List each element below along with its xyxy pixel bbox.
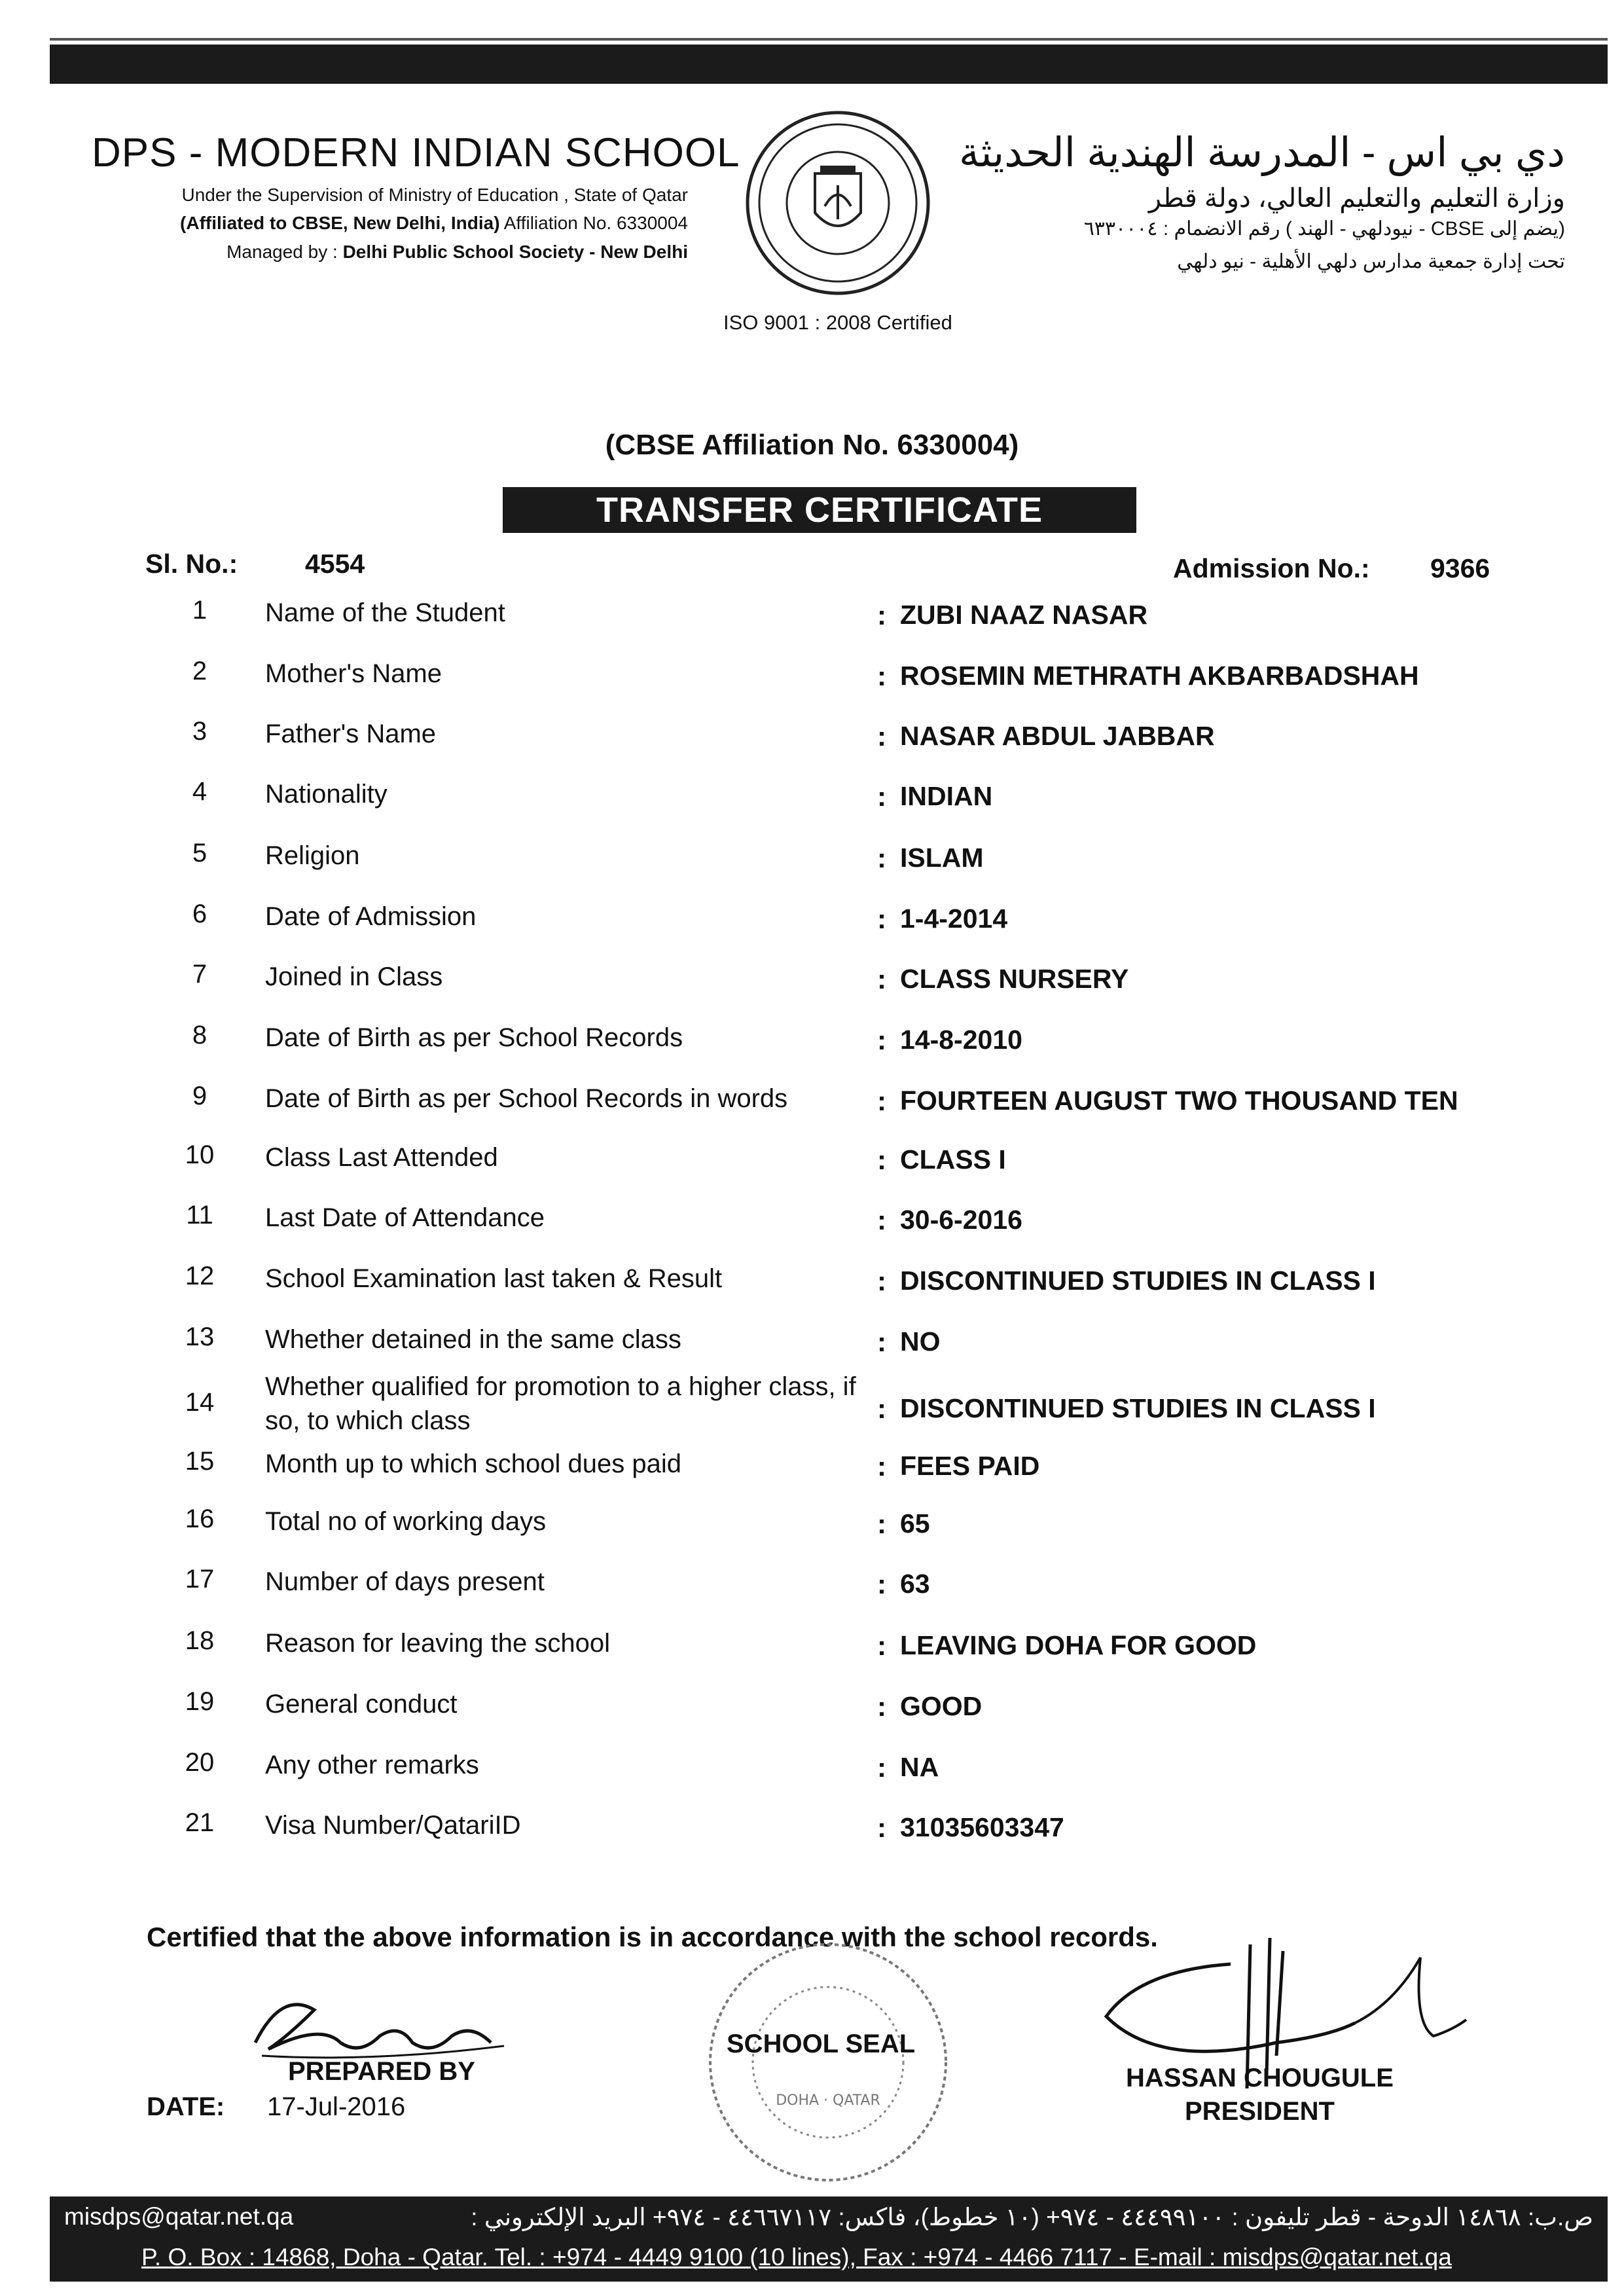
field-separator: : <box>877 1812 886 1843</box>
field-value: CLASS NURSERY <box>900 964 1129 994</box>
field-row <box>0 1262 1624 1321</box>
serial-label: Sl. No.: <box>145 549 238 579</box>
field-value: LEAVING DOHA FOR GOOD <box>900 1630 1257 1660</box>
iso-certification: ISO 9001 : 2008 Certified <box>723 311 952 334</box>
field-value: 14-8-2010 <box>900 1025 1022 1055</box>
field-number: 12 <box>185 1262 215 1290</box>
field-value: 30-6-2016 <box>900 1205 1022 1235</box>
field-separator: : <box>877 1569 886 1599</box>
field-separator: : <box>877 1085 886 1116</box>
field-row <box>0 777 1624 836</box>
field-label: Whether detained in the same class <box>265 1325 681 1354</box>
school-name: DPS - MODERN INDIAN SCHOOL <box>92 130 740 175</box>
field-number: 9 <box>192 1082 208 1110</box>
field-row <box>0 1504 1624 1563</box>
footer-address: P. O. Box : 14868, Doha - Qatar. Tel. : +974 - 4449 9100 (10 lines), Fax : +974 - 4466 7117 - E-mail : misdps@qatar.net.qa <box>141 2244 1452 2270</box>
field-label: School Examination last taken & Result <box>265 1264 723 1293</box>
arabic-school-name: دي بي اس - المدرسة الهندية الحديثة <box>959 130 1565 175</box>
field-label: Reason for leaving the school <box>265 1629 610 1658</box>
field-number: 17 <box>185 1565 215 1594</box>
field-label: Religion <box>265 841 360 870</box>
top-rule <box>50 38 1608 41</box>
field-label: Date of Admission <box>265 902 477 931</box>
field-row <box>0 1140 1624 1199</box>
field-number: 8 <box>192 1021 208 1049</box>
field-separator: : <box>877 1205 886 1235</box>
prepared-by-label: PREPARED BY <box>288 2057 475 2086</box>
affiliation-line: (Affiliated to CBSE, New Delhi, India) Affiliation No. 6330004 <box>180 213 688 233</box>
field-value: 63 <box>900 1569 930 1599</box>
field-number: 16 <box>185 1504 215 1533</box>
field-separator: : <box>877 903 886 934</box>
field-separator: : <box>877 721 886 752</box>
footer-bar <box>50 2196 1608 2282</box>
field-number: 4 <box>192 777 208 806</box>
field-row <box>0 960 1624 1019</box>
field-row <box>0 1565 1624 1624</box>
field-value: CLASS I <box>900 1144 1006 1175</box>
field-label: Month up to which school dues paid <box>265 1449 681 1478</box>
president-name: HASSAN CHOUGULE <box>1126 2064 1394 2092</box>
field-separator: : <box>877 781 886 812</box>
field-label: Last Date of Attendance <box>265 1203 545 1232</box>
top-banner-bar <box>50 45 1608 84</box>
field-value: GOOD <box>900 1691 983 1721</box>
field-row <box>0 839 1624 898</box>
field-label: General conduct <box>265 1690 458 1719</box>
field-label: Mother's Name <box>265 659 442 688</box>
field-separator: : <box>877 1326 886 1357</box>
field-number: 1 <box>192 596 208 625</box>
admission-label: Admission No.: <box>1173 553 1370 583</box>
field-row <box>0 1021 1624 1080</box>
field-label: Whether qualified for promotion to a higher class, if so, to which class <box>265 1372 856 1435</box>
school-crest-icon <box>743 108 933 298</box>
field-label: Class Last Attended <box>265 1143 498 1172</box>
field-value: ZUBI NAAZ NASAR <box>900 600 1148 630</box>
date-label: DATE: <box>147 2092 225 2121</box>
field-number: 15 <box>185 1447 215 1476</box>
admission-value: 9366 <box>1430 553 1490 583</box>
school-seal-label: SCHOOL SEAL <box>727 2030 916 2058</box>
field-value: NASAR ABDUL JABBAR <box>900 721 1215 751</box>
field-separator: : <box>877 1630 886 1661</box>
field-value: 65 <box>900 1508 930 1539</box>
footer-arabic-contact: ص.ب: ١٤٨٦٨ الدوحة - قطر تليفون : ٤٤٤٩٩١٠٠ - ٩٧٤+ (١٠ خطوط)، فاكس: ٤٤٦٦٧١١٧ - ٩٧٤+ البريد الإلكتروني : <box>471 2204 1593 2231</box>
field-label: Number of days present <box>265 1567 545 1596</box>
field-value: NA <box>900 1752 939 1782</box>
cbse-affiliation: (CBSE Affiliation No. 6330004) <box>605 429 1019 461</box>
field-separator: : <box>877 600 886 630</box>
field-number: 2 <box>192 657 208 685</box>
field-row <box>0 596 1624 655</box>
field-row <box>0 1201 1624 1260</box>
field-value: FOURTEEN AUGUST TWO THOUSAND TEN <box>900 1085 1458 1116</box>
field-row <box>0 900 1624 958</box>
date-value: 17-Jul-2016 <box>267 2092 406 2121</box>
field-row <box>0 1748 1624 1807</box>
field-separator: : <box>877 1451 886 1482</box>
field-separator: : <box>877 1752 886 1783</box>
field-label: Visa Number/QatariID <box>265 1811 521 1840</box>
field-value: ISLAM <box>900 843 984 873</box>
field-row <box>0 1808 1624 1867</box>
certificate-title: TRANSFER CERTIFICATE <box>503 487 1136 533</box>
supervision-line: Under the Supervision of Ministry of Education , State of Qatar <box>181 185 688 205</box>
certification-statement: Certified that the above information is in accordance with the school records. <box>147 1922 1158 1952</box>
arabic-ministry-line: وزارة التعليم والتعليم العالي، دولة قطر <box>1148 184 1565 213</box>
field-label: Father's Name <box>265 720 437 748</box>
school-seal-stamp-icon <box>697 1931 959 2193</box>
field-value: INDIAN <box>900 781 993 811</box>
management-line: Managed by : Delhi Public School Society - New Delhi <box>226 242 688 262</box>
field-value: 1-4-2014 <box>900 903 1008 934</box>
field-row <box>0 1082 1624 1140</box>
field-value: ROSEMIN METHRATH AKBARBADSHAH <box>900 661 1419 691</box>
field-number: 6 <box>192 900 208 928</box>
footer-email: misdps@qatar.net.qa <box>64 2203 294 2230</box>
field-row <box>0 1370 1624 1435</box>
field-separator: : <box>877 1393 886 1424</box>
field-number: 3 <box>192 717 208 746</box>
field-row <box>0 1626 1624 1685</box>
field-number: 10 <box>185 1140 215 1169</box>
arabic-management-line: تحت إدارة جمعية مدارس دلهي الأهلية - نيو دلهي <box>1177 251 1565 272</box>
field-label: Nationality <box>265 780 388 809</box>
field-number: 5 <box>192 839 208 867</box>
field-row <box>0 717 1624 776</box>
arabic-affiliation-line: (يضم إلى CBSE - نيودلهي - الهند ) رقم الانضمام : ٦٣٣٠٠٠٤ <box>1083 218 1565 240</box>
field-row <box>0 657 1624 716</box>
field-number: 20 <box>185 1748 215 1777</box>
field-separator: : <box>877 1266 886 1296</box>
field-row <box>0 1687 1624 1746</box>
field-separator: : <box>877 843 886 873</box>
president-title: PRESIDENT <box>1185 2097 1335 2126</box>
field-label: Joined in Class <box>265 962 443 991</box>
field-separator: : <box>877 1144 886 1175</box>
field-value: DISCONTINUED STUDIES IN CLASS I <box>900 1393 1376 1423</box>
field-value: NO <box>900 1326 941 1357</box>
field-label: Total no of working days <box>265 1507 547 1536</box>
field-number: 13 <box>185 1322 215 1351</box>
field-label: Name of the Student <box>265 598 505 627</box>
field-separator: : <box>877 1691 886 1722</box>
field-separator: : <box>877 964 886 994</box>
field-value: 31035603347 <box>900 1812 1064 1842</box>
svg-text:DOHA · QATAR: DOHA · QATAR <box>776 2092 880 2109</box>
field-number: 19 <box>185 1687 215 1716</box>
field-separator: : <box>877 1508 886 1539</box>
field-value: DISCONTINUED STUDIES IN CLASS I <box>900 1266 1376 1296</box>
field-label: Date of Birth as per School Records in words <box>265 1084 788 1113</box>
field-row <box>0 1447 1624 1506</box>
field-number: 21 <box>185 1808 215 1837</box>
field-separator: : <box>877 661 886 691</box>
field-number: 7 <box>192 960 208 989</box>
field-number: 18 <box>185 1626 215 1655</box>
serial-value: 4554 <box>305 549 365 579</box>
field-label: Any other remarks <box>265 1751 479 1779</box>
field-number: 11 <box>186 1201 213 1230</box>
field-separator: : <box>877 1025 886 1055</box>
field-label: Date of Birth as per School Records <box>265 1023 683 1052</box>
field-number: 14 <box>185 1388 215 1417</box>
field-value: FEES PAID <box>900 1451 1040 1481</box>
